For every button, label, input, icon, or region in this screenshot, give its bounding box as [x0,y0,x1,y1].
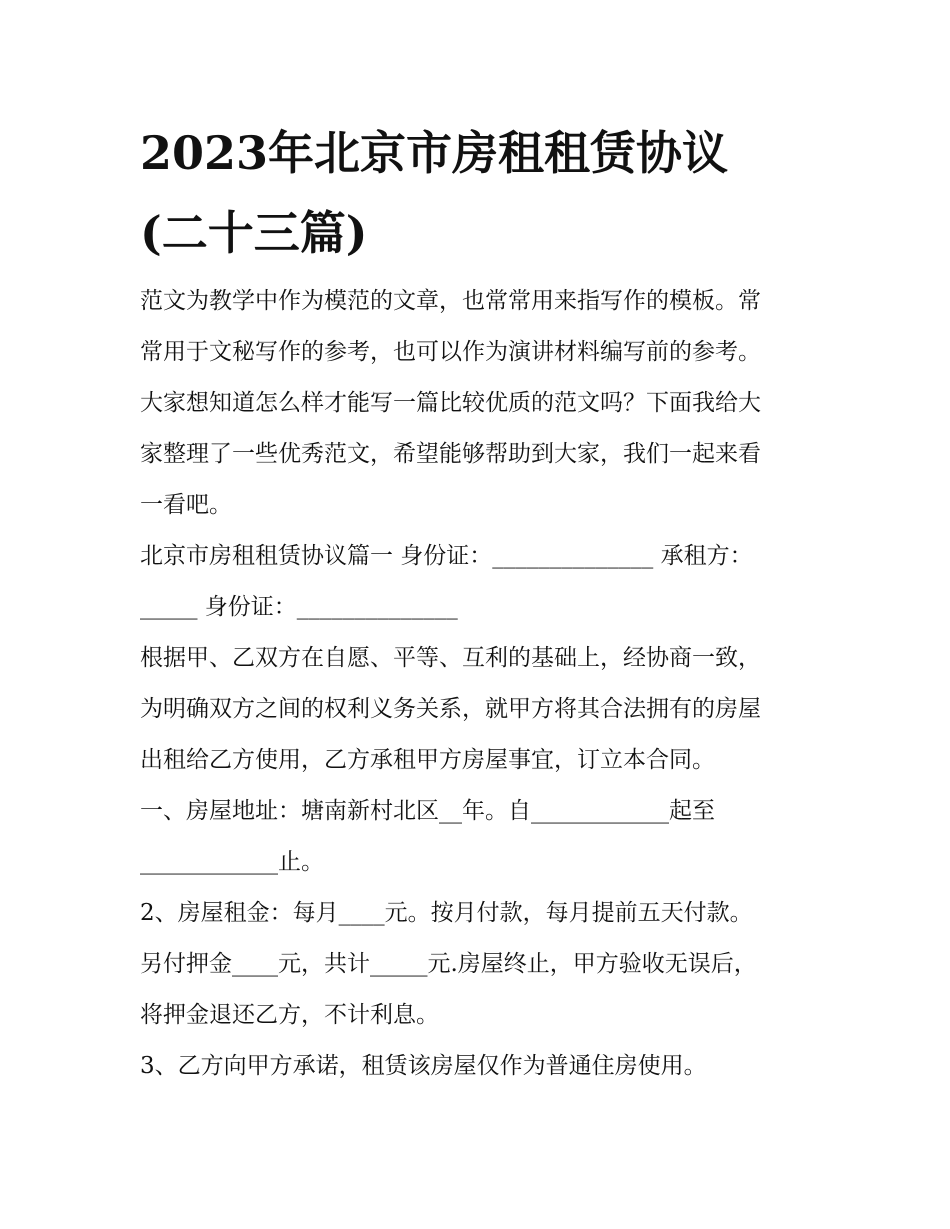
text-line: 3、乙方向甲方承诺，租赁该房屋仅作为普通住房使用。 [140,1053,707,1079]
text-line: 北京市房租租赁协议篇一 身份证：______________ 承租方： [140,543,753,569]
text-line: 一、房屋地址：塘南新村北区__年。自____________起至 [140,798,715,824]
parties-paragraph [140,531,820,633]
text-line: 家整理了一些优秀范文，希望能够帮助到大家，我们一起来看 [140,441,761,467]
text-line: 另付押金____元，共计_____元.房屋终止，甲方验收无误后， [140,951,757,977]
text-line: 范文为教学中作为模范的文章，也常常用来指写作的模板。常 [140,288,761,314]
clause-1-address [140,786,820,888]
text-line: 将押金退还乙方，不计利息。 [140,1002,439,1028]
document-title [140,113,820,273]
text-line: ____________止。 [140,849,324,875]
title-line-1: 2023年北京市房租租赁协议 [140,126,729,180]
intro-paragraph [140,276,820,531]
text-line: 为明确双方之间的权利义务关系，就甲方将其合法拥有的房屋 [140,696,761,722]
text-line: 出租给乙方使用，乙方承租甲方房屋事宜，订立本合同。 [140,747,715,773]
text-line: 2、房屋租金：每月____元。按月付款，每月提前五天付款。 [140,900,753,926]
clause-3-usage [140,1041,820,1092]
clause-2-rent [140,888,820,1041]
document-body [140,276,820,1092]
text-line: _____ 身份证：______________ [140,594,458,620]
agreement-basis-paragraph [140,633,820,786]
title-line-2: (二十三篇) [140,206,368,260]
text-line: 一看吧。 [140,492,232,518]
text-line: 常用于文秘写作的参考，也可以作为演讲材料编写前的参考。 [140,339,761,365]
text-line: 根据甲、乙双方在自愿、平等、互利的基础上，经协商一致， [140,645,761,671]
text-line: 大家想知道怎么样才能写一篇比较优质的范文吗？下面我给大 [140,390,761,416]
